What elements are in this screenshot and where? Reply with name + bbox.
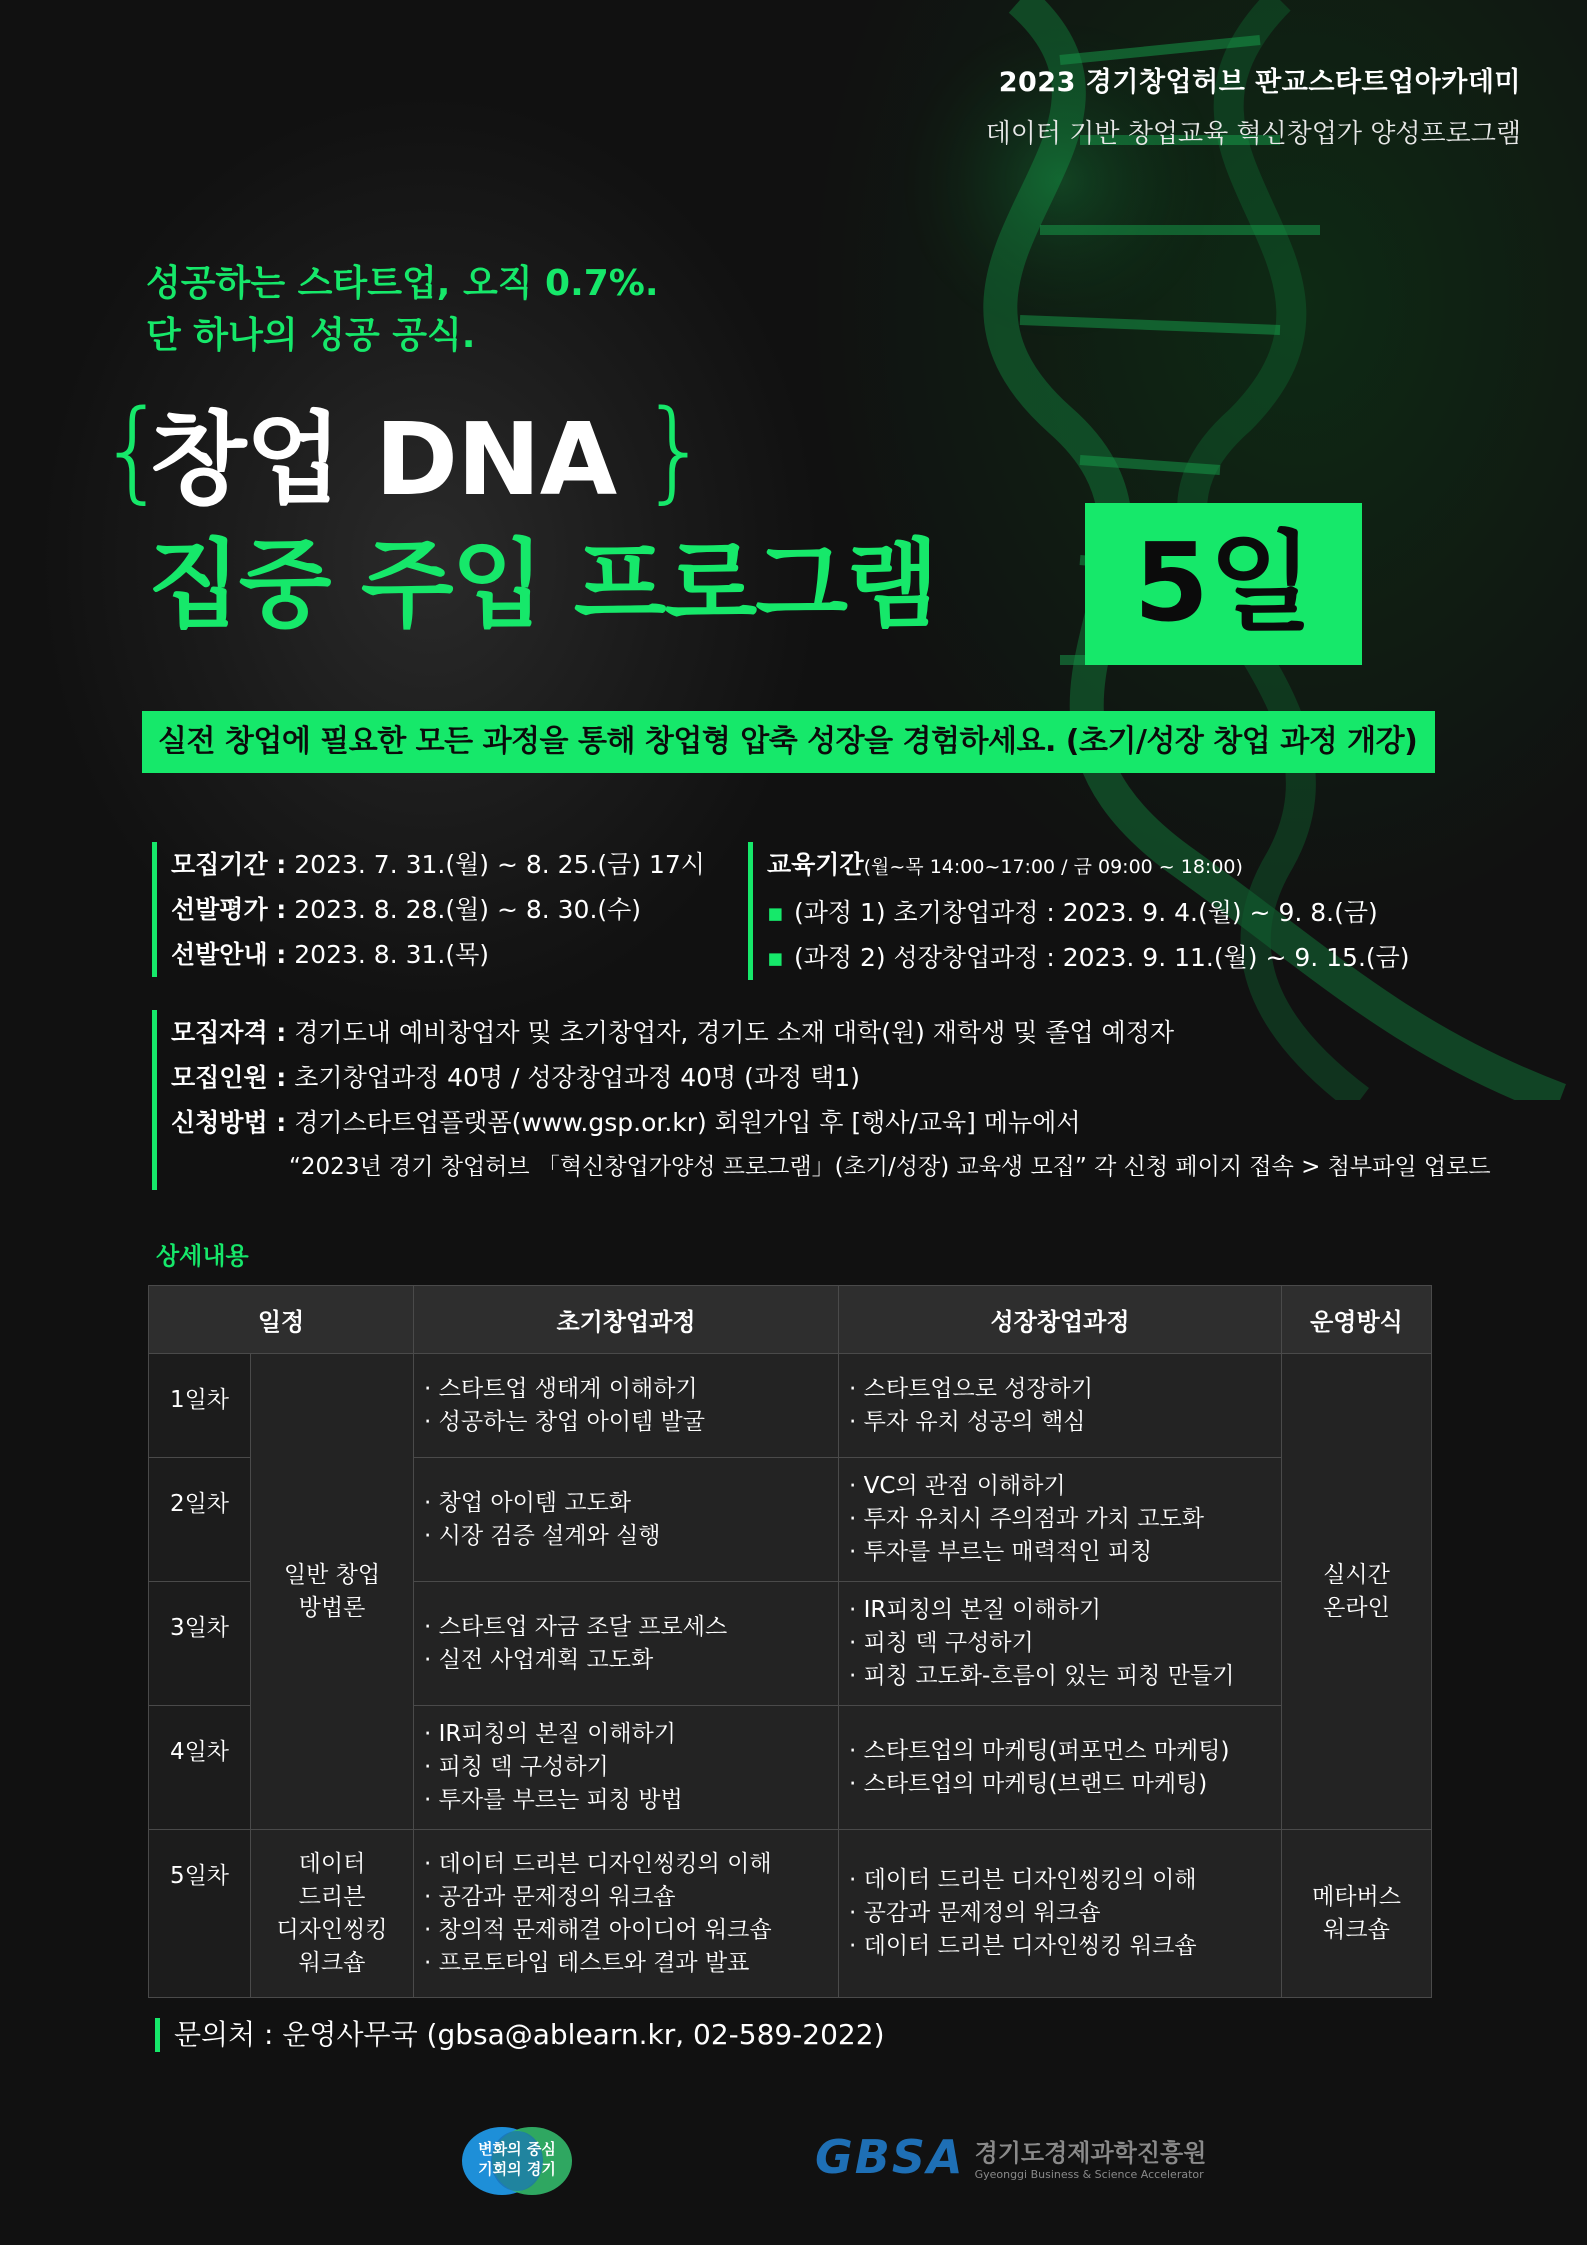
early-cell bbox=[414, 1582, 839, 1706]
growth-cell bbox=[839, 1706, 1282, 1830]
recruit-schedule bbox=[152, 842, 705, 977]
apply-row-2 bbox=[171, 1145, 1491, 1190]
header bbox=[986, 60, 1521, 150]
recruit-period-row bbox=[171, 842, 705, 887]
detail-label: 상세내용 bbox=[156, 1242, 249, 1270]
course-2: (과정 2) 성장창업과정 : 2023. 9. 11.(월) ~ 9. 15.(금) bbox=[793, 943, 1410, 972]
count: 초기창업과정 40명 / 성장창업과정 40명 (과정 택1) bbox=[294, 1063, 860, 1092]
eval-label: 선발평가 : bbox=[171, 895, 287, 924]
list-item: · 스타트업으로 성장하기 bbox=[849, 1373, 1271, 1406]
list-item: · 스타트업 자금 조달 프로세스 bbox=[424, 1611, 828, 1644]
category-general: 일반 창업 방법론 bbox=[251, 1354, 414, 1830]
list-item: · 공감과 문제정의 워크숍 bbox=[849, 1897, 1271, 1930]
gbsa-kor: 경기도경제과학진흥원 bbox=[974, 2139, 1207, 2167]
day-cell: 5일차 bbox=[149, 1830, 251, 1998]
org-line: 2023 경기창업허브 판교스타트업아카데미 bbox=[998, 67, 1521, 98]
brace-left: { bbox=[98, 386, 168, 514]
list-item: · 투자를 부르는 매력적인 피칭 bbox=[849, 1536, 1271, 1569]
logo-line-1: 변화의 중심 bbox=[478, 2140, 556, 2158]
tagline-2: 단 하나의 성공 공식. bbox=[146, 315, 476, 356]
brace-right: } bbox=[640, 386, 710, 514]
category-design: 데이터 드리븐 디자인씽킹 워크숍 bbox=[251, 1830, 414, 1998]
header-ops: 운영방식 bbox=[1282, 1286, 1432, 1354]
list-item: · 피칭 고도화-흐름이 있는 피칭 만들기 bbox=[849, 1660, 1271, 1693]
course-2-row bbox=[767, 935, 1410, 980]
day-cell: 1일차 bbox=[149, 1354, 251, 1458]
gbsa-eng: Gyeonggi Business & Science Accelerator bbox=[974, 2168, 1204, 2181]
growth-cell bbox=[839, 1830, 1282, 1998]
list-item: · 스타트업 생태계 이해하기 bbox=[424, 1373, 828, 1406]
recruit-period-label: 모집기간 : bbox=[171, 850, 287, 879]
education-hours: (월~목 14:00~17:00 / 금 09:00 ~ 18:00) bbox=[863, 856, 1243, 878]
header-early: 초기창업과정 bbox=[414, 1286, 839, 1354]
bullet-icon: ▪ bbox=[767, 943, 784, 972]
schedule-table bbox=[148, 1285, 1432, 1998]
list-item: · 창의적 문제해결 아이디어 워크숍 bbox=[424, 1914, 828, 1947]
day-cell: 3일차 bbox=[149, 1582, 251, 1706]
education-label-row bbox=[767, 842, 1410, 890]
apply-1: 경기스타트업플랫폼(www.gsp.or.kr) 회원가입 후 [행사/교육] 메뉴에서 bbox=[294, 1108, 1081, 1137]
apply-label: 신청방법 : bbox=[171, 1108, 287, 1137]
course-1-row bbox=[767, 890, 1410, 935]
count-label: 모집인원 : bbox=[171, 1063, 287, 1092]
list-item: · 성공하는 창업 아이템 발굴 bbox=[424, 1406, 828, 1439]
days-badge: 5일 bbox=[1085, 503, 1362, 665]
list-item: · 데이터 드리븐 디자인씽킹의 이해 bbox=[424, 1848, 828, 1881]
eval-period: 2023. 8. 28.(월) ~ 8. 30.(수) bbox=[294, 895, 642, 924]
list-item: · 데이터 드리븐 디자인씽킹의 이해 bbox=[849, 1864, 1271, 1897]
notice-date: 2023. 8. 31.(목) bbox=[294, 940, 489, 969]
qual: 경기도내 예비창업자 및 초기창업자, 경기도 소재 대학(원) 재학생 및 졸업 예정자 bbox=[294, 1018, 1174, 1047]
list-item: · 스타트업의 마케팅(브랜드 마케팅) bbox=[849, 1768, 1271, 1801]
gbsa-logo bbox=[815, 2130, 1206, 2184]
header-schedule: 일정 bbox=[149, 1286, 414, 1354]
table-row bbox=[149, 1354, 1432, 1458]
growth-cell bbox=[839, 1354, 1282, 1458]
gbsa-mark: GBSA bbox=[815, 2130, 965, 2184]
tagline-1: 성공하는 스타트업, 오직 0.7%. bbox=[146, 263, 659, 304]
apply-row bbox=[171, 1100, 1491, 1145]
list-item: · 데이터 드리븐 디자인씽킹 워크숍 bbox=[849, 1930, 1271, 1963]
sub-title: 집중 주입 프로그램 bbox=[148, 529, 937, 641]
day-cell: 4일차 bbox=[149, 1706, 251, 1830]
list-item: · 창업 아이템 고도화 bbox=[424, 1487, 828, 1520]
day-cell: 2일차 bbox=[149, 1458, 251, 1582]
list-item: · 투자 유치시 주의점과 가치 고도화 bbox=[849, 1503, 1271, 1536]
gyeonggi-logo bbox=[452, 2121, 582, 2201]
contact-info: 문의처 : 운영사무국 (gbsa@ablearn.kr, 02-589-2022) bbox=[155, 2018, 885, 2052]
eval-row bbox=[171, 887, 705, 932]
list-item: · 프로토타입 테스트와 결과 발표 bbox=[424, 1947, 828, 1980]
notice-label: 선발안내 : bbox=[171, 940, 287, 969]
ops-online: 실시간 온라인 bbox=[1282, 1354, 1432, 1830]
early-cell bbox=[414, 1354, 839, 1458]
tagline bbox=[146, 258, 659, 362]
list-item: · 시장 검증 설계와 실행 bbox=[424, 1520, 828, 1553]
list-item: · 피칭 덱 구성하기 bbox=[424, 1751, 828, 1784]
list-item: · 투자를 부르는 피칭 방법 bbox=[424, 1784, 828, 1817]
qual-row bbox=[171, 1010, 1491, 1055]
header-growth: 성장창업과정 bbox=[839, 1286, 1282, 1354]
recruit-period: 2023. 7. 31.(월) ~ 8. 25.(금) 17시 bbox=[294, 850, 705, 879]
growth-cell bbox=[839, 1458, 1282, 1582]
bullet-icon: ▪ bbox=[767, 898, 784, 927]
list-item: · 피칭 덱 구성하기 bbox=[849, 1627, 1271, 1660]
intro-banner: 실전 창업에 필요한 모든 과정을 통해 창업형 압축 성장을 경험하세요. (초기/성장 창업 과정 개강) bbox=[142, 711, 1435, 773]
notice-row bbox=[171, 932, 705, 977]
list-item: · IR피칭의 본질 이해하기 bbox=[849, 1594, 1271, 1627]
list-item: · VC의 관점 이해하기 bbox=[849, 1470, 1271, 1503]
ops-metaverse: 메타버스 워크숍 bbox=[1282, 1830, 1432, 1998]
list-item: · 투자 유치 성공의 핵심 bbox=[849, 1406, 1271, 1439]
list-item: · 공감과 문제정의 워크숍 bbox=[424, 1881, 828, 1914]
count-row bbox=[171, 1055, 1491, 1100]
early-cell bbox=[414, 1830, 839, 1998]
growth-cell bbox=[839, 1582, 1282, 1706]
early-cell bbox=[414, 1458, 839, 1582]
requirements bbox=[152, 1010, 1491, 1190]
course-1: (과정 1) 초기창업과정 : 2023. 9. 4.(월) ~ 9. 8.(금) bbox=[793, 898, 1378, 927]
education-schedule bbox=[748, 842, 1410, 980]
early-cell bbox=[414, 1706, 839, 1830]
gyeonggi-logo-text bbox=[452, 2139, 582, 2179]
program-line: 데이터 기반 창업교육 혁신창업가 양성프로그램 bbox=[985, 119, 1521, 149]
qual-label: 모집자격 : bbox=[171, 1018, 287, 1047]
list-item: · 스타트업의 마케팅(퍼포먼스 마케팅) bbox=[849, 1735, 1271, 1768]
list-item: · IR피칭의 본질 이해하기 bbox=[424, 1718, 828, 1751]
list-item: · 실전 사업계획 고도화 bbox=[424, 1644, 828, 1677]
main-title: 창업 DNA bbox=[150, 401, 617, 518]
table-header-row bbox=[149, 1286, 1432, 1354]
apply-2: “2023년 경기 창업허브 「혁신창업가양성 프로그램」(초기/성장) 교육생 모집” 각 신청 페이지 접속 > 첨부파일 업로드 bbox=[289, 1154, 1491, 1180]
gbsa-org bbox=[975, 2133, 1207, 2181]
table-row bbox=[149, 1830, 1432, 1998]
education-label: 교육기간 bbox=[767, 850, 864, 879]
logo-line-2: 기회의 경기 bbox=[478, 2160, 556, 2178]
